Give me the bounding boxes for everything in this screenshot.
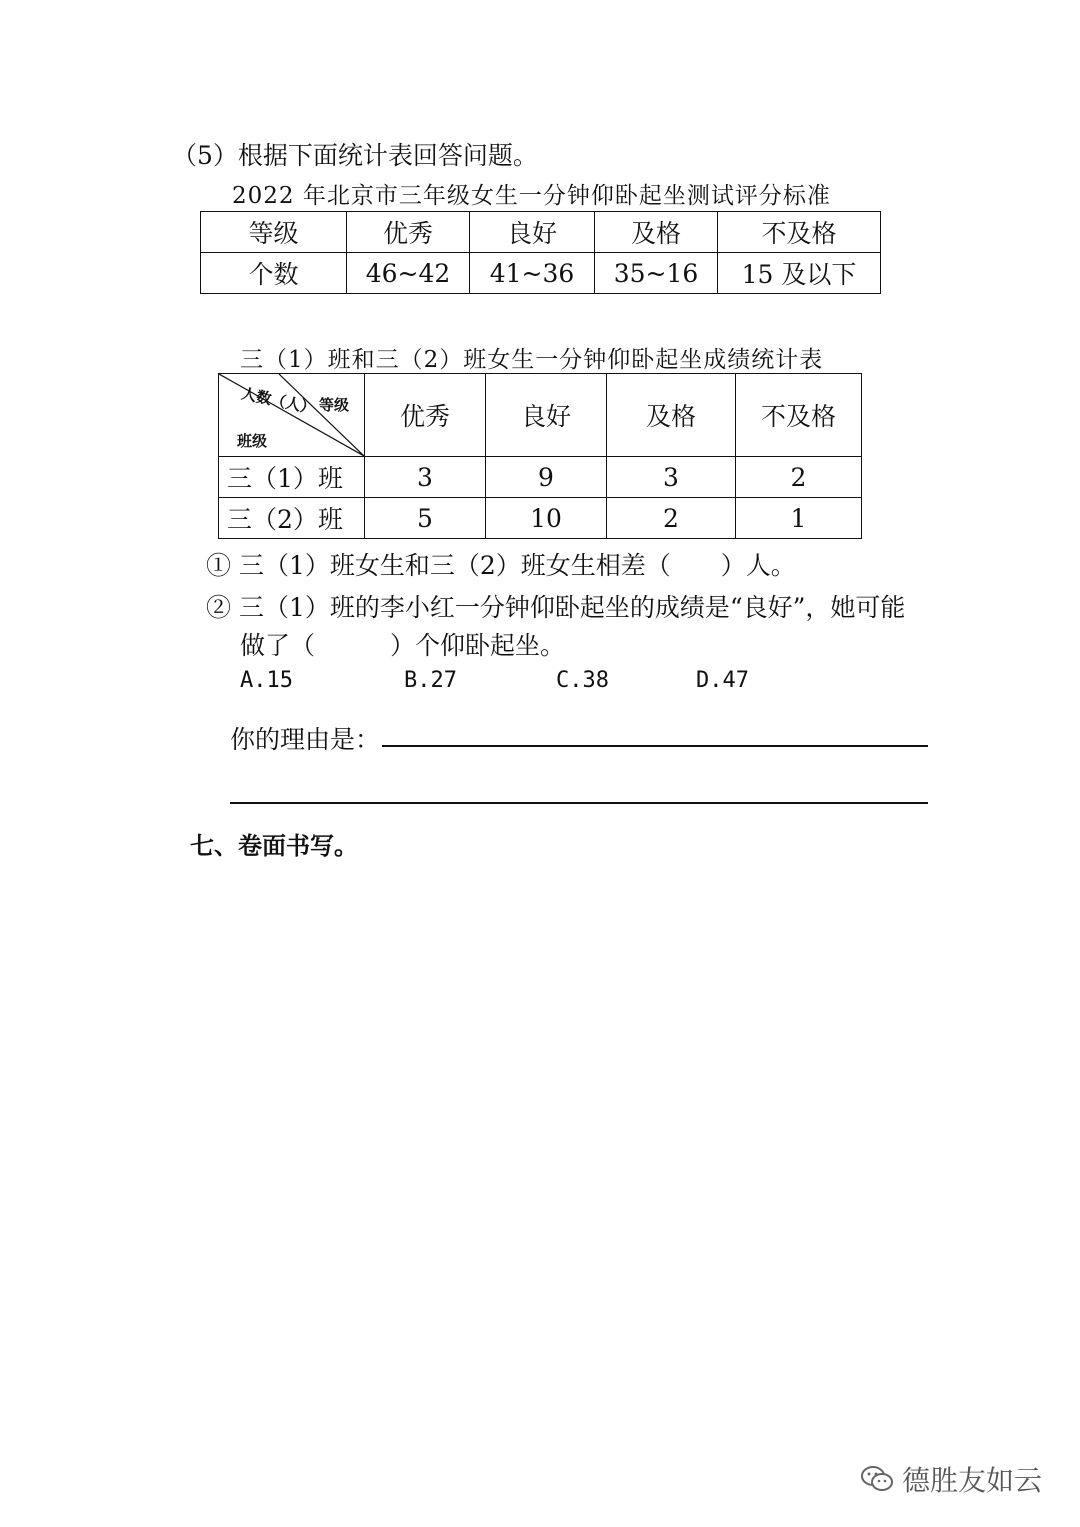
table2-title: 三（1）班和三（2）班女生一分钟仰卧起坐成绩统计表 xyxy=(240,347,824,373)
table-cell: 5 xyxy=(365,498,486,539)
table-cell: 及格 xyxy=(607,374,736,457)
table-row xyxy=(219,457,862,498)
table-row xyxy=(201,253,881,294)
table-cell: 良好 xyxy=(486,374,607,457)
table-cell: 3 xyxy=(365,457,486,498)
sub-question-1: ① 三（1）班女生和三（2）班女生相差（ ）人。 xyxy=(206,551,796,580)
corner-label-class: 班级 xyxy=(237,432,268,450)
table-cell: 不及格 xyxy=(718,212,881,253)
table-cell: 46~42 xyxy=(347,253,470,294)
option-c: C.38 xyxy=(556,668,609,693)
table-cell: 良好 xyxy=(470,212,595,253)
watermark xyxy=(860,1459,1042,1499)
section-7-heading: 七、卷面书写。 xyxy=(190,832,358,860)
table-row xyxy=(219,498,862,539)
corner-label-count: 人数（人） xyxy=(239,384,317,418)
table-row xyxy=(219,374,862,457)
reason-label: 你的理由是： xyxy=(230,725,381,754)
table1-title: 2022 年北京市三年级女生一分钟仰卧起坐测试评分标准 xyxy=(232,183,831,209)
corner-label-grade: 等级 xyxy=(319,396,350,414)
table-cell: 及格 xyxy=(595,212,718,253)
reason-answer-line-1[interactable] xyxy=(382,745,928,747)
option-b: B.27 xyxy=(404,668,457,693)
table-cell: 不及格 xyxy=(736,374,862,457)
table-cell: 10 xyxy=(486,498,607,539)
wechat-icon xyxy=(860,1464,894,1494)
table-cell: 1 xyxy=(736,498,862,539)
table-cell: 优秀 xyxy=(365,374,486,457)
sub-question-2-line1: ② 三（1）班的李小红一分钟仰卧起坐的成绩是“良好”，她可能 xyxy=(206,593,906,622)
row-label: 三（2）班 xyxy=(219,498,365,539)
diagonal-header-cell xyxy=(219,374,365,457)
table-cell: 个数 xyxy=(201,253,347,294)
table-cell: 35~16 xyxy=(595,253,718,294)
table-cell: 9 xyxy=(486,457,607,498)
table-cell: 3 xyxy=(607,457,736,498)
reason-answer-line-2[interactable] xyxy=(230,802,928,804)
table-cell: 2 xyxy=(607,498,736,539)
option-d: D.47 xyxy=(696,668,749,693)
table-row xyxy=(201,212,881,253)
table-cell: 优秀 xyxy=(347,212,470,253)
option-a: A.15 xyxy=(240,668,293,693)
table-cell: 15 及以下 xyxy=(718,253,881,294)
question-5-prompt: （5）根据下面统计表回答问题。 xyxy=(172,141,538,170)
class-results-table xyxy=(218,373,862,539)
watermark-text: 德胜友如云 xyxy=(901,1464,1042,1497)
scoring-standard-table xyxy=(200,211,881,294)
table-cell: 41~36 xyxy=(470,253,595,294)
table-cell: 等级 xyxy=(201,212,347,253)
sub-question-2-line2: 做了（ ）个仰卧起坐。 xyxy=(240,631,566,660)
table-cell: 2 xyxy=(736,457,862,498)
row-label: 三（1）班 xyxy=(219,457,365,498)
